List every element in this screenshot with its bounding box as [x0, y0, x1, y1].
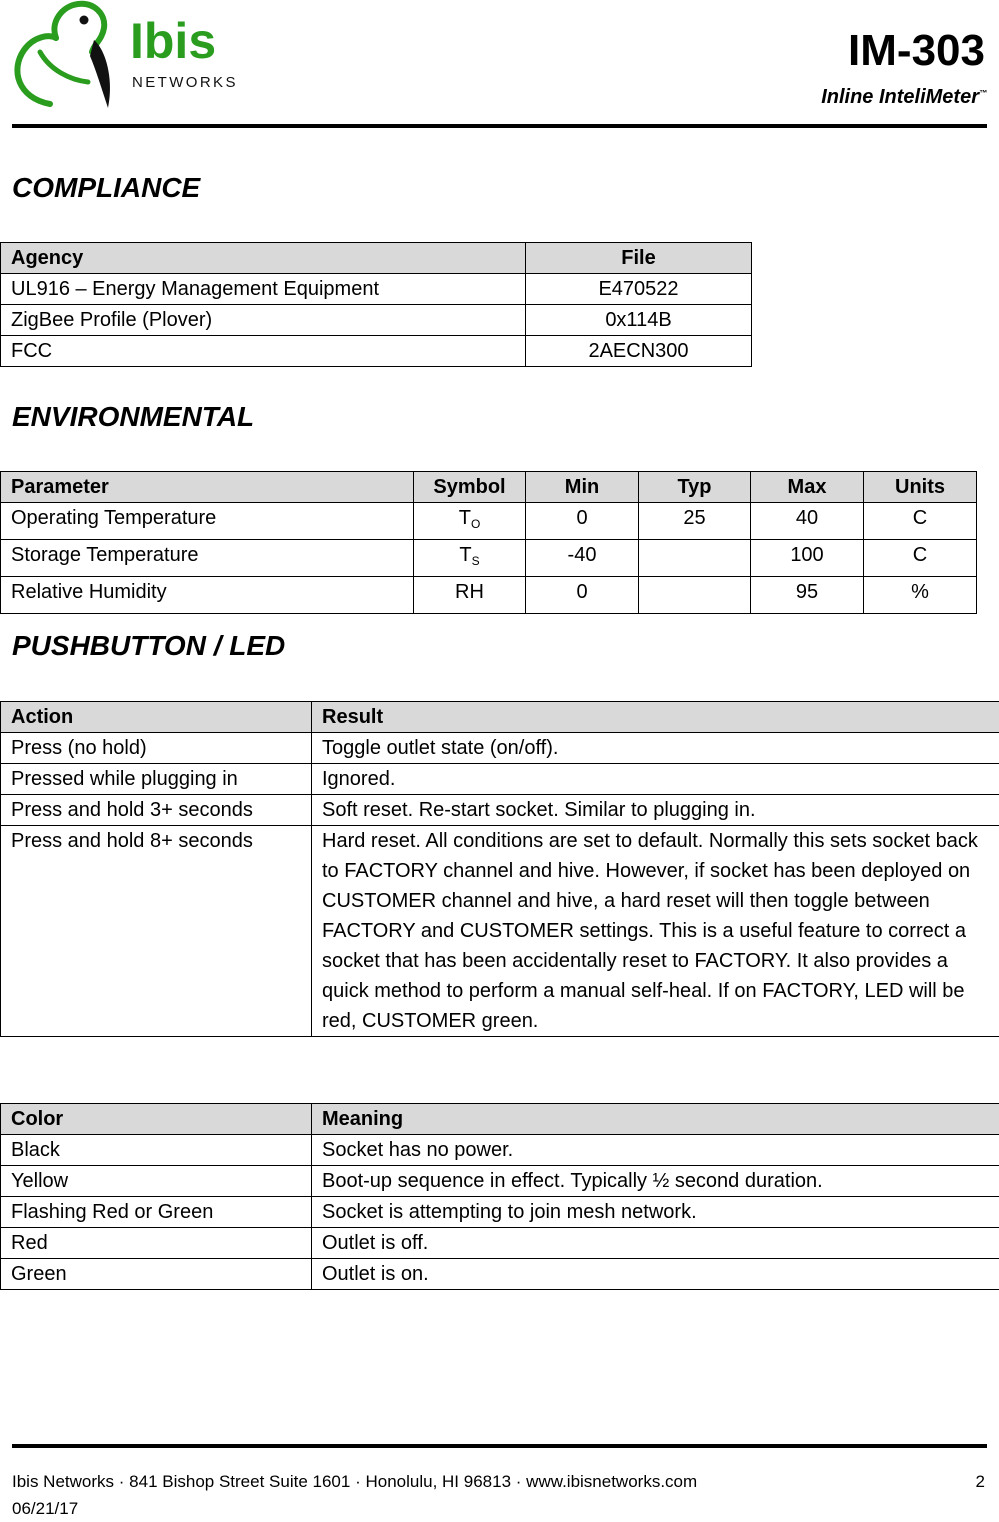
trademark-symbol: ™ — [979, 88, 987, 97]
table-row — [1, 1228, 999, 1259]
result-cell: Toggle outlet state (on/off). — [312, 733, 999, 764]
symbol-text: T — [459, 544, 471, 566]
units-cell: C — [864, 503, 977, 540]
column-header-symbol: Symbol — [414, 472, 526, 503]
logo-subtitle: NETWORKS — [132, 74, 238, 91]
footer-rule — [12, 1444, 987, 1448]
table-row — [1, 764, 999, 795]
product-name-wrap — [821, 86, 987, 109]
footer — [12, 1468, 697, 1522]
table-row — [1, 336, 752, 367]
color-cell: Black — [1, 1135, 312, 1166]
meaning-cell: Socket is attempting to join mesh network. — [312, 1197, 999, 1228]
column-header-units: Units — [864, 472, 977, 503]
units-cell: % — [864, 577, 977, 614]
result-cell: Hard reset. All conditions are set to default. Normally this sets socket back to FACTORY channel and hive. However, if socket has been deployed on CUSTOMER channel and hive, a hard reset will then toggle between FACTORY and CUSTOMER settings. This is a useful feature to correct a socket that has been accidentally reset to FACTORY. It also provides a quick method to perform a manual self-heal. If on FACTORY, LED will be red, CUSTOMER green. — [312, 826, 999, 1037]
max-cell: 100 — [751, 540, 864, 577]
table-row — [1, 1197, 999, 1228]
product-code: IM-303 — [848, 26, 985, 76]
compliance-table — [0, 242, 752, 367]
result-cell: Ignored. — [312, 764, 999, 795]
action-cell: Pressed while plugging in — [1, 764, 312, 795]
footer-date: 06/21/17 — [12, 1495, 697, 1522]
column-header-max: Max — [751, 472, 864, 503]
action-cell: Press (no hold) — [1, 733, 312, 764]
led-color-table — [0, 1103, 999, 1290]
header-rule — [12, 124, 987, 128]
symbol-text: T — [459, 507, 471, 529]
table-row — [1, 540, 977, 577]
footer-separator: · — [119, 1472, 125, 1491]
file-cell: 2AECN300 — [526, 336, 752, 367]
parameter-cell: Operating Temperature — [1, 503, 414, 540]
symbol-subscript: S — [472, 554, 480, 568]
footer-company: Ibis Networks — [12, 1472, 114, 1491]
table-row — [1, 733, 999, 764]
pushbutton-table — [0, 701, 999, 1037]
footer-address: 841 Bishop Street Suite 1601 — [129, 1472, 350, 1491]
symbol-cell — [414, 577, 526, 614]
column-header-typ: Typ — [639, 472, 751, 503]
footer-contact-line — [12, 1468, 697, 1495]
table-header-row — [1, 472, 977, 503]
color-cell: Green — [1, 1259, 312, 1290]
table-row — [1, 1259, 999, 1290]
table-header-row — [1, 702, 999, 733]
environmental-table — [0, 471, 977, 614]
max-cell: 40 — [751, 503, 864, 540]
table-header-row — [1, 243, 752, 274]
symbol-cell — [414, 540, 526, 577]
footer-city: Honolulu, HI 96813 — [365, 1472, 511, 1491]
logo-wordmark: Ibis — [130, 13, 216, 69]
environmental-title: ENVIRONMENTAL — [12, 401, 254, 433]
meaning-cell: Outlet is on. — [312, 1259, 999, 1290]
table-row — [1, 1166, 999, 1197]
table-row — [1, 305, 752, 336]
min-cell: 0 — [526, 503, 639, 540]
column-header-min: Min — [526, 472, 639, 503]
product-name: Inline InteliMeter — [821, 86, 979, 108]
column-header-parameter: Parameter — [1, 472, 414, 503]
units-cell: C — [864, 540, 977, 577]
footer-website-link[interactable]: www.ibisnetworks.com — [526, 1472, 697, 1491]
column-header-meaning: Meaning — [312, 1104, 999, 1135]
meaning-cell: Socket has no power. — [312, 1135, 999, 1166]
column-header-result: Result — [312, 702, 999, 733]
ibis-networks-logo — [10, 0, 255, 112]
column-header-action: Action — [1, 702, 312, 733]
action-cell: Press and hold 8+ seconds — [1, 826, 312, 1037]
min-cell: -40 — [526, 540, 639, 577]
symbol-cell — [414, 503, 526, 540]
meaning-cell: Outlet is off. — [312, 1228, 999, 1259]
table-row — [1, 503, 977, 540]
result-cell: Soft reset. Re-start socket. Similar to plugging in. — [312, 795, 999, 826]
agency-cell: UL916 – Energy Management Equipment — [1, 274, 526, 305]
table-row — [1, 1135, 999, 1166]
typ-cell: 25 — [639, 503, 751, 540]
table-header-row — [1, 1104, 999, 1135]
action-cell: Press and hold 3+ seconds — [1, 795, 312, 826]
table-row — [1, 577, 977, 614]
compliance-title: COMPLIANCE — [12, 172, 200, 204]
page-number: 2 — [976, 1468, 985, 1495]
max-cell: 95 — [751, 577, 864, 614]
ibis-bird-icon — [17, 4, 110, 108]
min-cell: 0 — [526, 577, 639, 614]
file-cell: E470522 — [526, 274, 752, 305]
color-cell: Flashing Red or Green — [1, 1197, 312, 1228]
table-row — [1, 795, 999, 826]
file-cell: 0x114B — [526, 305, 752, 336]
typ-cell — [639, 540, 751, 577]
footer-separator: · — [516, 1472, 522, 1491]
footer-separator: · — [355, 1472, 361, 1491]
table-row — [1, 826, 999, 1037]
parameter-cell: Relative Humidity — [1, 577, 414, 614]
pushbutton-title: PUSHBUTTON / LED — [12, 630, 285, 662]
parameter-cell: Storage Temperature — [1, 540, 414, 577]
column-header-color: Color — [1, 1104, 312, 1135]
color-cell: Red — [1, 1228, 312, 1259]
table-row — [1, 274, 752, 305]
color-cell: Yellow — [1, 1166, 312, 1197]
meaning-cell: Boot-up sequence in effect. Typically ½ second duration. — [312, 1166, 999, 1197]
typ-cell — [639, 577, 751, 614]
agency-cell: FCC — [1, 336, 526, 367]
symbol-text: RH — [455, 581, 484, 603]
symbol-subscript: O — [471, 517, 480, 531]
agency-cell: ZigBee Profile (Plover) — [1, 305, 526, 336]
column-header-agency: Agency — [1, 243, 526, 274]
column-header-file: File — [526, 243, 752, 274]
